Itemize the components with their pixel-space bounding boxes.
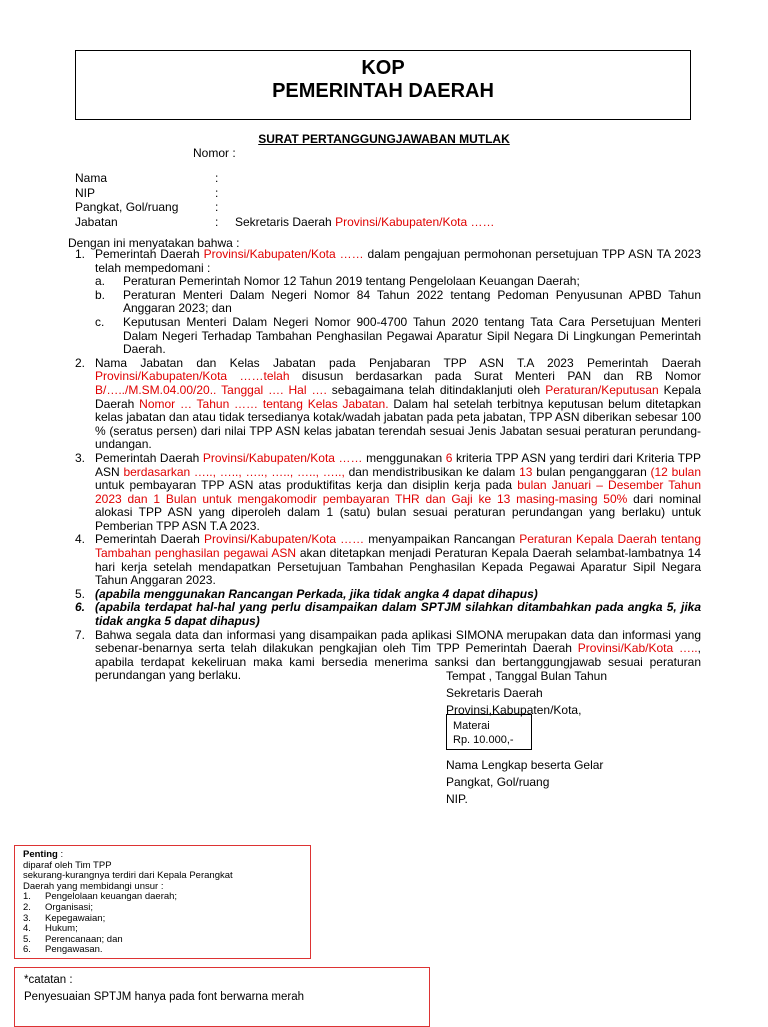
identity-row-nip	[75, 186, 494, 201]
stamp-duty-label: Materai	[453, 720, 490, 732]
list-item	[23, 903, 302, 914]
letterhead-box	[75, 50, 691, 120]
red-segment: Provinsi/Kabupaten/Kota ……	[202, 450, 363, 465]
text-segment: dan mendistribusikan ke dalam	[344, 464, 520, 479]
list-text: Organisasi;	[45, 901, 94, 913]
item-text	[95, 629, 701, 683]
red-segment: bulan Januari – Desember Tahun 2023 dan 1 Bulan untuk mengakomodir pembayaran THR dan Gaji ke 13 masing-masing 50%	[95, 478, 701, 506]
text-segment: bulan penganggaran	[532, 464, 651, 479]
list-item	[23, 945, 302, 956]
statement-list	[75, 248, 701, 683]
identity-colon: :	[215, 200, 219, 215]
important-note-box	[14, 845, 311, 959]
text-segment: dari nominal alokasi TPP ASN yang diperoleh dalam 1 (satu) bulan sesuai peraturan perundangan yang berlaku) untuk Pemberian TPP ASN T.A 2023.	[95, 491, 701, 533]
red-segment: 13	[519, 464, 533, 479]
signer-rank: Pangkat, Gol/ruang	[446, 775, 550, 789]
red-segment: Peraturan Kepala Daerah tentang Tambahan penghasilan pegawai ASN	[95, 532, 701, 561]
list-text: Pengawasan.	[45, 944, 103, 956]
position-text: Sekretaris Daerah	[235, 214, 332, 229]
identity-label: Jabatan	[75, 214, 118, 229]
signature-position: Sekretaris Daerah	[446, 686, 543, 700]
red-segment: Provinsi/Kabupaten/Kota ……	[203, 247, 364, 261]
text-segment: sebagaimana telah ditindaklanjuti oleh	[326, 382, 546, 397]
sub-text: Peraturan Pemerintah Nomor 12 Tahun 2019 tentang Pengelolaan Keuangan Daerah;	[123, 274, 580, 289]
identity-label: NIP	[75, 185, 96, 200]
identity-row-name	[75, 171, 494, 186]
important-note-line: diparaf oleh Tim TPP	[23, 859, 112, 871]
sub-text: Keputusan Menteri Dalam Negeri Nomor 900-4700 Tahun 2020 tentang Tata Cara Persetujuan Menteri Dalam Negeri Terhadap Tambahan Penghasilan Pegawai Aparatur Sipil Negara Di Lingkungan Pemerintah Daerah.	[123, 314, 701, 357]
statement-item-6	[75, 601, 701, 628]
text-segment: kriteria TPP ASN yang terdiri dari Kriteria TPP ASN	[95, 450, 702, 479]
important-note-title	[23, 850, 302, 861]
signature-header	[446, 668, 607, 719]
signer-name: Nama Lengkap beserta Gelar	[446, 758, 604, 772]
text-segment: Pemerintah Daerah	[95, 450, 203, 465]
identity-block	[75, 171, 494, 229]
stamp-duty-amount: Rp. 10.000,-	[453, 734, 514, 746]
item-text	[95, 533, 701, 587]
remark-box	[14, 967, 430, 1027]
remark-text: Penyesuaian SPTJM hanya pada font berwarna merah	[24, 991, 304, 1003]
statement-item-5	[75, 588, 701, 602]
list-number: 4.	[23, 923, 31, 935]
stamp-duty-box	[446, 714, 532, 750]
signature-footer	[446, 757, 603, 808]
sub-number: a.	[95, 274, 106, 289]
signature-place-date: Tempat , Tanggal Bulan Tahun	[446, 669, 608, 683]
statement-item-1	[75, 248, 701, 357]
text-segment: Bahwa segala data dan informasi yang disampaikan pada aplikasi SIMONA merupakan data dan informasi yang sebenar-benarnya serta telah dilakukan pengkajian oleh Tim TPP Pemerintah Daerah	[95, 627, 701, 656]
statement-item-3	[75, 452, 701, 534]
statement-item-7	[75, 629, 701, 683]
item-text	[95, 248, 701, 357]
important-note-list	[23, 892, 302, 956]
red-segment: Provinsi/Kab/Kota …..	[577, 641, 698, 656]
list-number: 6.	[23, 944, 31, 956]
important-title-text: Penting	[23, 849, 58, 860]
text-segment: untuk pembayaran TPP ASN atas produktifitas kerja dan disiplin kerja pada	[95, 478, 518, 493]
item-number: 4.	[75, 532, 86, 547]
sub-number: c.	[95, 314, 105, 329]
list-text: Hukum;	[45, 923, 78, 935]
item-number: 3.	[75, 450, 86, 465]
letterhead-kop: KOP	[361, 57, 405, 79]
item-number: 7.	[75, 627, 86, 642]
important-note-line: sekurang-kurangnya terdiri dari Kepala Perangkat	[23, 870, 233, 882]
item-text	[95, 452, 701, 534]
list-text: Kepegawaian;	[45, 912, 106, 924]
document-title: SURAT PERTANGGUNGJAWABAN MUTLAK	[258, 132, 510, 146]
text-segment: , apabila terdapat kekeliruan maka kami bersedia menerima sanksi dan bertanggungjawab sesuai peraturan perundangan yang berlaku.	[95, 641, 701, 683]
letterhead-government: PEMERINTAH DAERAH	[272, 80, 494, 102]
text-segment: Nama Jabatan dan Kelas Jabatan pada Penjabaran TPP ASN T.A 2023 Pemerintah Daerah	[95, 355, 701, 370]
item-text: (apabila terdapat hal-hal yang perlu disampaikan dalam SPTJM silahkan ditambahkan pada angka 5, jika tidak angka 5 dapat dihapus)	[95, 600, 701, 629]
red-segment: Provinsi/Kabupaten/Kota ……telah	[95, 369, 290, 384]
identity-colon: :	[215, 214, 219, 229]
sub-item-b	[95, 289, 701, 316]
sub-text: Peraturan Menteri Dalam Negeri Nomor 84 Tahun 2022 tentang Pedoman Penyusunan APBD Tahun Anggaran 2023; dan	[123, 287, 701, 316]
red-segment: Peraturan/Keputusan	[545, 382, 659, 397]
list-number: 1.	[23, 891, 31, 903]
signer-nip: NIP.	[446, 792, 468, 806]
statement-item-2	[75, 357, 701, 452]
signature-region: Provinsi,Kabupaten/Kota,	[446, 703, 582, 717]
list-number: 5.	[23, 933, 31, 945]
text-segment: akan ditetapkan menjadi Peraturan Kepala Daerah selambat-lambatnya 14 hari kerja setelah mendapatkan Persetujuan Tambahan Penghasilan Kepada Pegawai Aparatur Sipil Negara Tahun Anggaran 2023.	[95, 546, 701, 588]
statement-intro: Dengan ini menyatakan bahwa :	[68, 236, 240, 250]
list-number: 3.	[23, 912, 31, 924]
text-segment: Dalam hal setelah terbitnya keputusan belum ditetapkan kelas jabatan dan atau tidak tersedianya kotak/wadah jabatan pada peta jabatan, TPP ASN diberikan sebesar 100 % (seratus persen) dari nilai TPP ASN kelas jabatan terendah sesuai Jenis Jabatan sesuai peraturan perundang-undangan.	[95, 396, 701, 452]
identity-label: Nama	[75, 171, 108, 185]
red-segment: Provinsi/Kabupaten/Kota ……	[203, 532, 365, 547]
red-segment: (12 bulan	[650, 464, 701, 479]
text-segment: Pemerintah Daerah	[95, 532, 204, 547]
position-region: Provinsi/Kabupaten/Kota ……	[335, 214, 495, 229]
identity-colon: :	[215, 185, 219, 200]
item-text	[95, 357, 701, 452]
identity-colon: :	[215, 171, 219, 185]
document-number: Nomor :	[193, 146, 236, 160]
sub-item-c	[95, 316, 701, 357]
sub-item-a	[95, 275, 701, 289]
red-segment: B/…../M.SM.04.00/20.. Tanggal …. Hal ….	[95, 382, 327, 397]
text-segment: menggunakan	[362, 450, 446, 465]
identity-row-rank	[75, 200, 494, 215]
important-title-colon: :	[57, 849, 64, 860]
red-segment: berdasarkan ….., ….., ….., ….., ….., …..,	[123, 464, 345, 479]
identity-label: Pangkat, Gol/ruang	[75, 200, 179, 215]
item-number: 5.	[75, 586, 86, 601]
list-text: Pengelolaan keuangan daerah;	[45, 891, 178, 903]
item-number: 1.	[75, 247, 86, 261]
list-text: Perencanaan; dan	[45, 933, 123, 945]
sub-number: b.	[95, 287, 106, 302]
identity-value	[235, 215, 494, 230]
item-text: (apabila menggunakan Rancangan Perkada, jika tidak angka 4 dapat dihapus)	[95, 586, 538, 601]
identity-row-position	[75, 215, 494, 230]
red-segment: Nomor … Tahun …… tentang Kelas Jabatan.	[139, 396, 389, 411]
item-number: 6.	[75, 600, 86, 615]
text-segment: disusun berdasarkan pada Surat Menteri PAN dan RB Nomor	[289, 369, 701, 384]
text-segment: menyampaikan Rancangan	[364, 532, 520, 547]
item-number: 2.	[75, 355, 86, 370]
remark-title: *catatan :	[24, 974, 73, 986]
text-segment: Kepala Daerah	[95, 382, 701, 411]
text-segment: dalam pengajuan permohonan persetujuan TPP ASN TA 2023 telah mempedomani :	[95, 247, 702, 275]
red-segment: 6	[445, 450, 453, 465]
text-segment: Pemerintah Daerah	[95, 247, 204, 261]
statement-item-4	[75, 533, 701, 587]
important-note-line: Daerah yang membidangi unsur :	[23, 880, 164, 892]
list-number: 2.	[23, 901, 31, 913]
